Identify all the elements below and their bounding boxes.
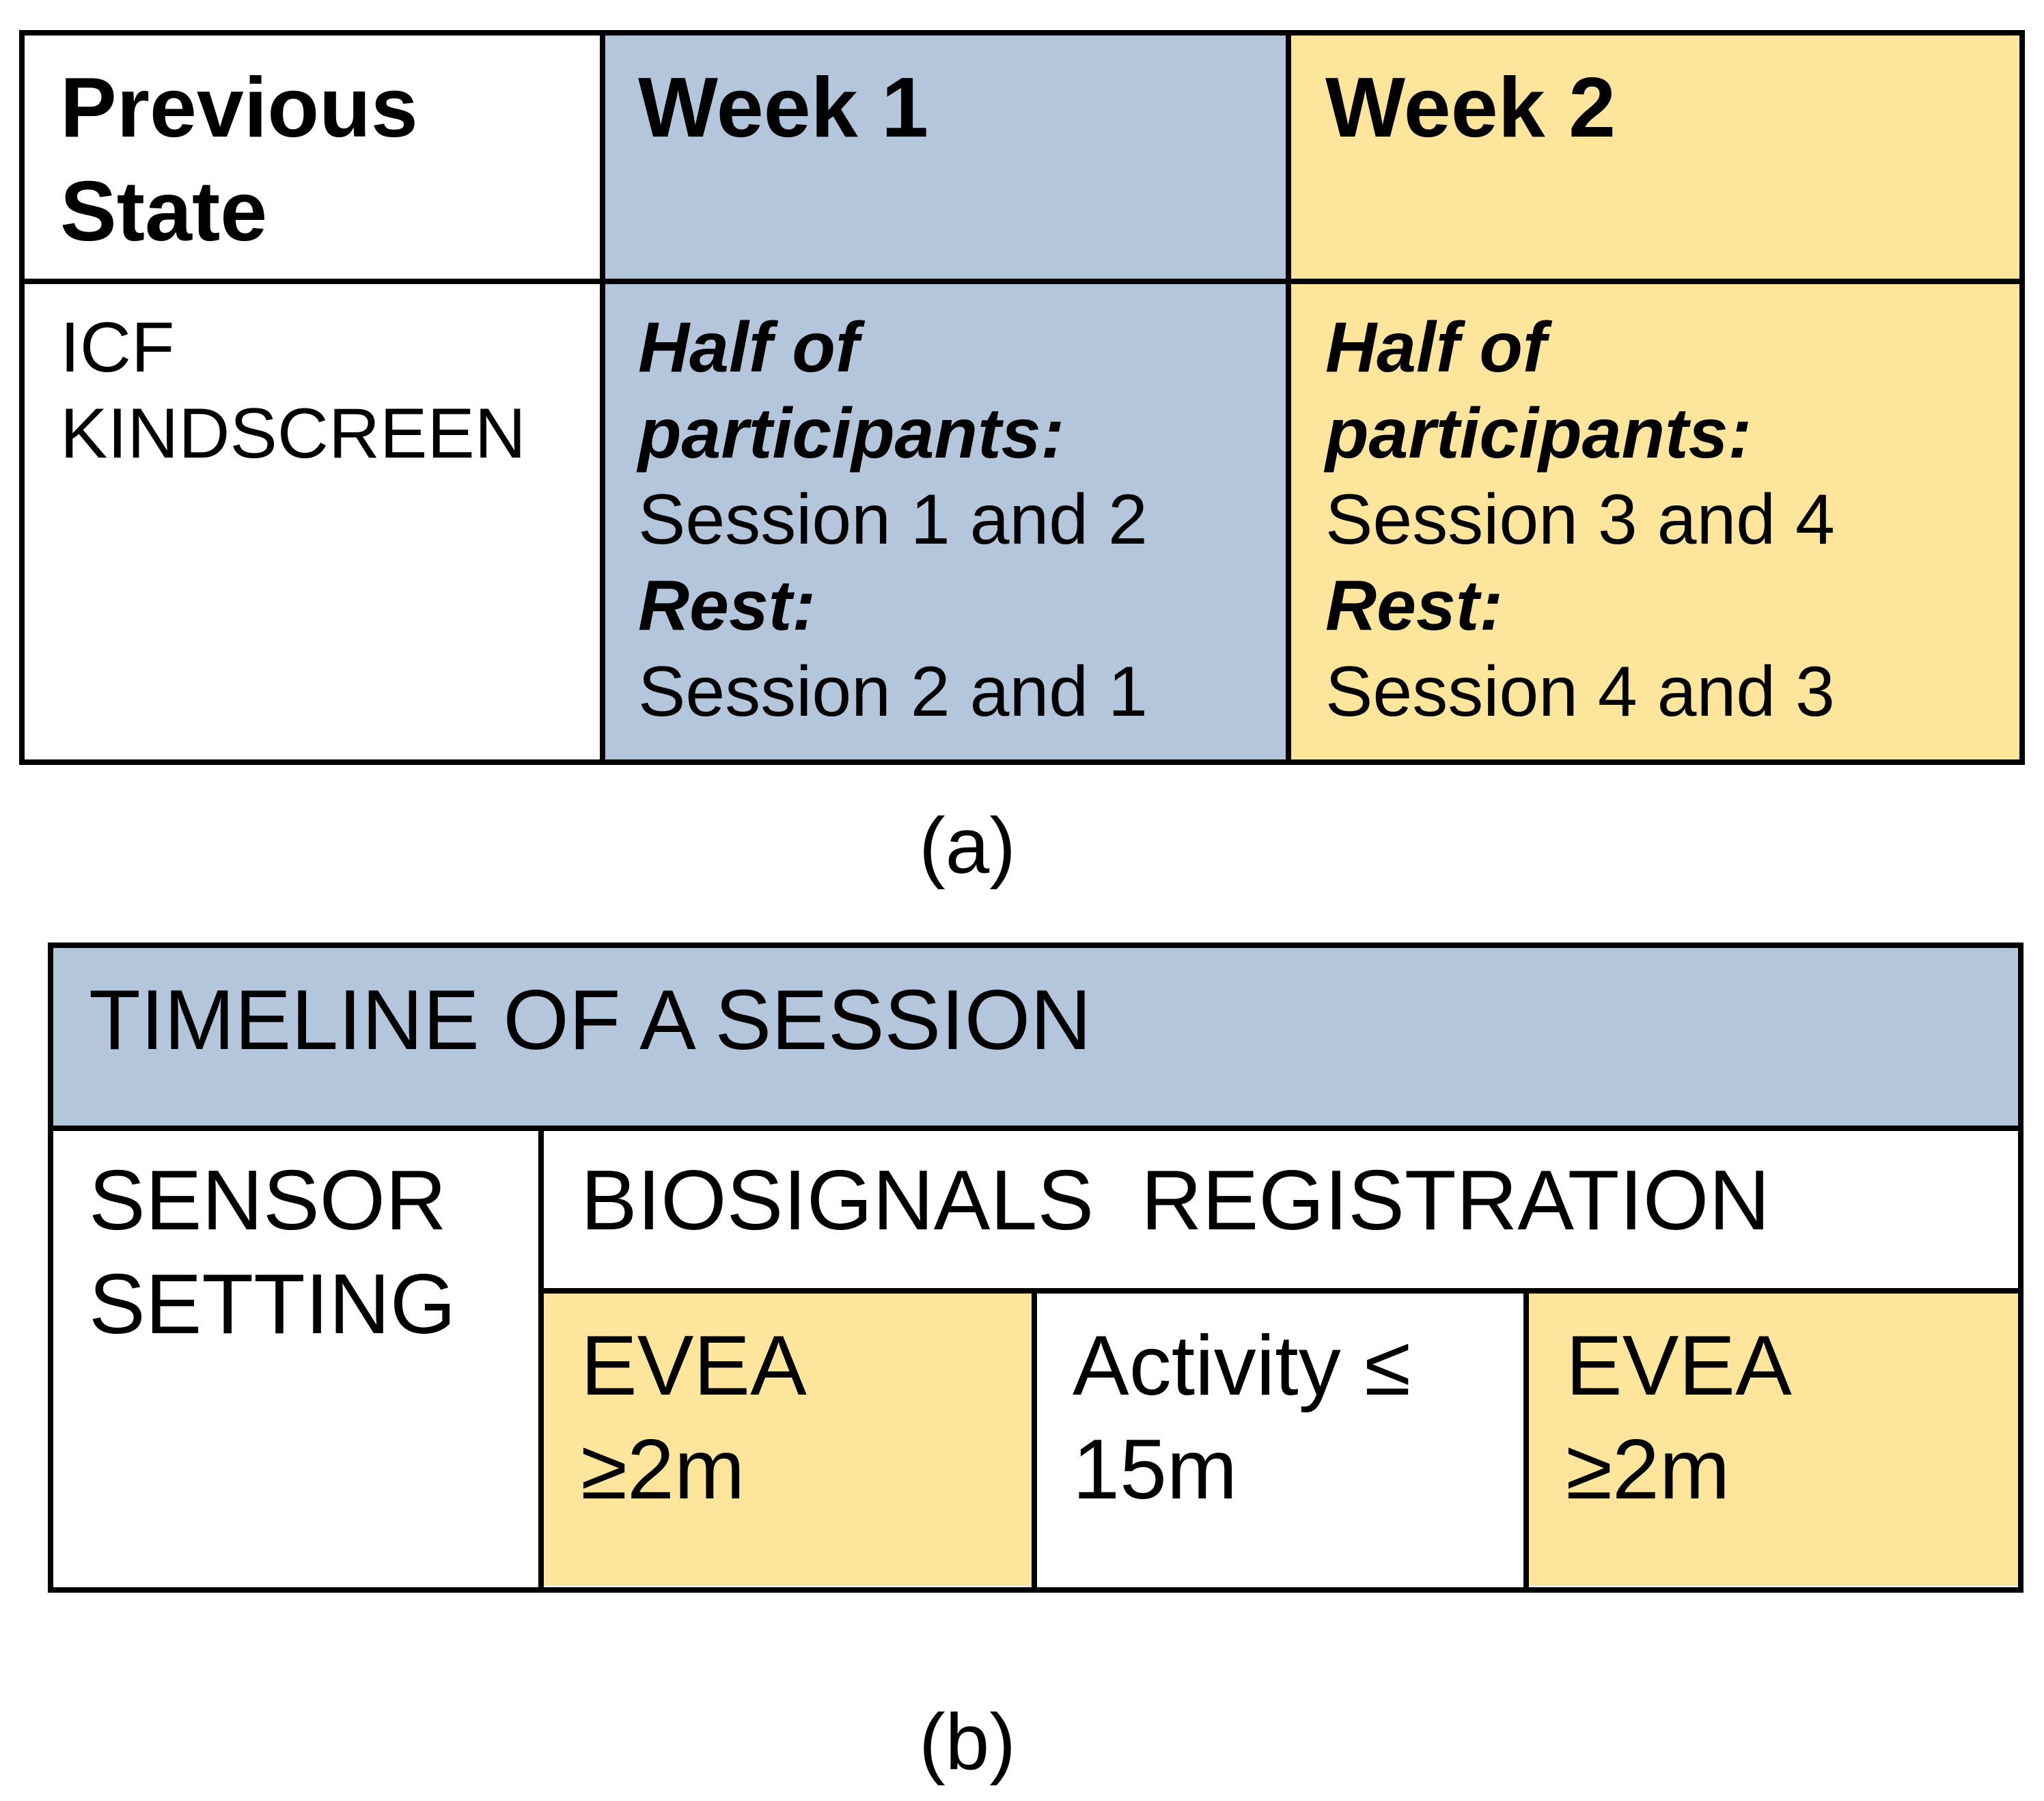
week1-half-sessions: Session 1 and 2: [638, 480, 1148, 559]
divider-a-1: [600, 30, 605, 765]
week2-half-label-line2: participants:: [1325, 394, 1752, 473]
sensor-setting-line1: SENSOR: [89, 1154, 447, 1248]
segment-evea-2-line2: ≥2m: [1566, 1423, 1730, 1517]
segment-activity: [1073, 1314, 1411, 1522]
divider-b-seg-1: [1032, 1288, 1037, 1593]
week2-header: Week 2: [1325, 61, 1616, 155]
week2-rest-sessions: Session 4 and 3: [1325, 652, 1835, 731]
segment-evea-2: [1566, 1314, 1792, 1522]
segment-activity-line1: Activity ≤: [1073, 1319, 1411, 1413]
divider-b-title: [48, 1126, 2024, 1131]
week2-body: [1325, 305, 1835, 735]
week1-rest-sessions: Session 2 and 1: [638, 652, 1148, 731]
week2-half-label-line1: Half of: [1325, 308, 1547, 387]
caption-a: (a): [919, 801, 1016, 890]
timeline-title: TIMELINE OF A SESSION: [89, 973, 1092, 1067]
week2-half-sessions: Session 3 and 4: [1325, 480, 1835, 559]
previous-state-line-kindscreen: KINDSCREEN: [60, 394, 526, 473]
week1-half-label-line1: Half of: [638, 308, 859, 387]
segment-evea-1-line1: EVEA: [581, 1319, 807, 1413]
divider-b-biosignals: [538, 1288, 2024, 1294]
segment-evea-1: [581, 1314, 807, 1522]
previous-state-line-icf: ICF: [60, 308, 175, 387]
sensor-setting: [89, 1149, 456, 1356]
segment-activity-line2: 15m: [1073, 1423, 1238, 1517]
divider-b-seg-2: [1523, 1288, 1529, 1593]
week1-rest-label: Rest:: [638, 566, 816, 645]
caption-b: (b): [919, 1697, 1016, 1786]
divider-a-header: [19, 279, 2025, 284]
week1-body: [638, 305, 1148, 735]
segment-evea-2-line1: EVEA: [1566, 1319, 1792, 1413]
divider-a-2: [1286, 30, 1291, 765]
previous-state-header-line1: Previous: [60, 61, 418, 155]
biosignals-registration: BIOSIGNALS REGISTRATION: [581, 1154, 1770, 1248]
week2-rest-label: Rest:: [1325, 566, 1504, 645]
week1-half-label-line2: participants:: [638, 394, 1065, 473]
previous-state-header: [60, 56, 418, 264]
divider-b-sensor: [538, 1126, 544, 1593]
segment-evea-1-line2: ≥2m: [581, 1423, 745, 1517]
previous-state-body: [60, 305, 526, 477]
sensor-setting-line2: SETTING: [89, 1257, 456, 1352]
week1-header: Week 1: [638, 61, 929, 155]
previous-state-header-line2: State: [60, 165, 268, 259]
